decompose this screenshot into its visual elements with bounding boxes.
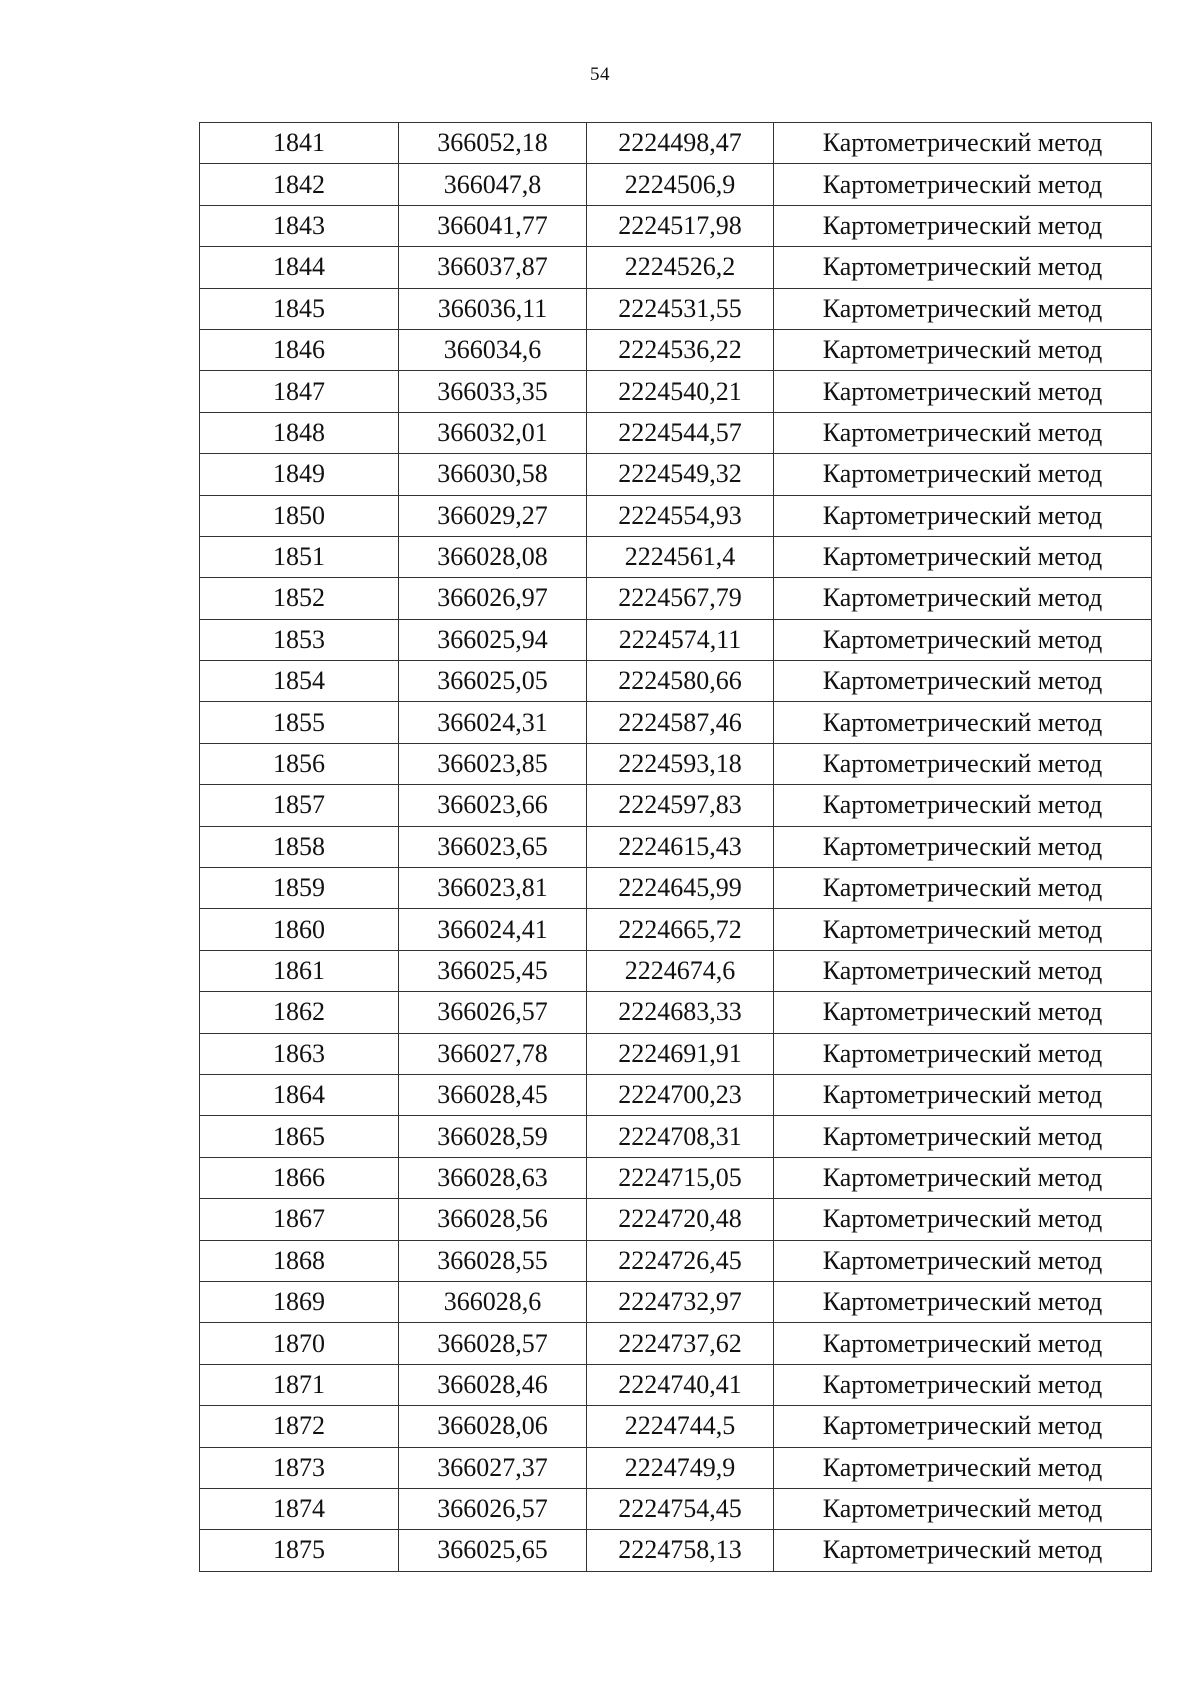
y-coordinate-cell: 2224536,22 bbox=[587, 329, 774, 370]
point-number-cell: 1859 bbox=[200, 868, 399, 909]
method-cell: Картометрический метод bbox=[774, 247, 1152, 288]
method-cell: Картометрический метод bbox=[774, 1488, 1152, 1529]
point-number-cell: 1860 bbox=[200, 909, 399, 950]
point-number-cell: 1846 bbox=[200, 329, 399, 370]
table-row bbox=[200, 1281, 1152, 1322]
point-number-cell: 1847 bbox=[200, 371, 399, 412]
coordinates-table-body bbox=[200, 123, 1152, 1572]
x-coordinate-cell: 366025,45 bbox=[399, 950, 587, 991]
table-row bbox=[200, 578, 1152, 619]
table-row bbox=[200, 1447, 1152, 1488]
table-row bbox=[200, 1364, 1152, 1405]
point-number-cell: 1864 bbox=[200, 1074, 399, 1115]
method-cell: Картометрический метод bbox=[774, 412, 1152, 453]
table-row bbox=[200, 950, 1152, 991]
point-number-cell: 1857 bbox=[200, 785, 399, 826]
method-cell: Картометрический метод bbox=[774, 1530, 1152, 1571]
x-coordinate-cell: 366027,78 bbox=[399, 1033, 587, 1074]
point-number-cell: 1854 bbox=[200, 661, 399, 702]
x-coordinate-cell: 366023,66 bbox=[399, 785, 587, 826]
x-coordinate-cell: 366028,63 bbox=[399, 1157, 587, 1198]
point-number-cell: 1873 bbox=[200, 1447, 399, 1488]
y-coordinate-cell: 2224544,57 bbox=[587, 412, 774, 453]
x-coordinate-cell: 366028,56 bbox=[399, 1199, 587, 1240]
method-cell: Картометрический метод bbox=[774, 454, 1152, 495]
point-number-cell: 1853 bbox=[200, 619, 399, 660]
x-coordinate-cell: 366030,58 bbox=[399, 454, 587, 495]
point-number-cell: 1871 bbox=[200, 1364, 399, 1405]
method-cell: Картометрический метод bbox=[774, 371, 1152, 412]
y-coordinate-cell: 2224683,33 bbox=[587, 992, 774, 1033]
method-cell: Картометрический метод bbox=[774, 868, 1152, 909]
point-number-cell: 1849 bbox=[200, 454, 399, 495]
point-number-cell: 1851 bbox=[200, 536, 399, 577]
point-number-cell: 1850 bbox=[200, 495, 399, 536]
y-coordinate-cell: 2224580,66 bbox=[587, 661, 774, 702]
method-cell: Картометрический метод bbox=[774, 909, 1152, 950]
table-row bbox=[200, 1530, 1152, 1571]
y-coordinate-cell: 2224645,99 bbox=[587, 868, 774, 909]
y-coordinate-cell: 2224506,9 bbox=[587, 164, 774, 205]
point-number-cell: 1866 bbox=[200, 1157, 399, 1198]
method-cell: Картометрический метод bbox=[774, 536, 1152, 577]
table-row bbox=[200, 785, 1152, 826]
method-cell: Картометрический метод bbox=[774, 743, 1152, 784]
table-row bbox=[200, 1116, 1152, 1157]
y-coordinate-cell: 2224758,13 bbox=[587, 1530, 774, 1571]
x-coordinate-cell: 366026,97 bbox=[399, 578, 587, 619]
table-row bbox=[200, 1323, 1152, 1364]
point-number-cell: 1875 bbox=[200, 1530, 399, 1571]
x-coordinate-cell: 366047,8 bbox=[399, 164, 587, 205]
point-number-cell: 1841 bbox=[200, 123, 399, 164]
table-row bbox=[200, 826, 1152, 867]
x-coordinate-cell: 366028,59 bbox=[399, 1116, 587, 1157]
point-number-cell: 1865 bbox=[200, 1116, 399, 1157]
method-cell: Картометрический метод bbox=[774, 1157, 1152, 1198]
point-number-cell: 1872 bbox=[200, 1406, 399, 1447]
table-row bbox=[200, 661, 1152, 702]
table-row bbox=[200, 1199, 1152, 1240]
table-row bbox=[200, 454, 1152, 495]
table-row bbox=[200, 371, 1152, 412]
y-coordinate-cell: 2224517,98 bbox=[587, 205, 774, 246]
point-number-cell: 1843 bbox=[200, 205, 399, 246]
y-coordinate-cell: 2224754,45 bbox=[587, 1488, 774, 1529]
table-row bbox=[200, 205, 1152, 246]
table-row bbox=[200, 329, 1152, 370]
x-coordinate-cell: 366027,37 bbox=[399, 1447, 587, 1488]
x-coordinate-cell: 366028,6 bbox=[399, 1281, 587, 1322]
x-coordinate-cell: 366052,18 bbox=[399, 123, 587, 164]
y-coordinate-cell: 2224574,11 bbox=[587, 619, 774, 660]
x-coordinate-cell: 366028,55 bbox=[399, 1240, 587, 1281]
point-number-cell: 1869 bbox=[200, 1281, 399, 1322]
method-cell: Картометрический метод bbox=[774, 578, 1152, 619]
y-coordinate-cell: 2224691,91 bbox=[587, 1033, 774, 1074]
method-cell: Картометрический метод bbox=[774, 1199, 1152, 1240]
y-coordinate-cell: 2224531,55 bbox=[587, 288, 774, 329]
x-coordinate-cell: 366023,81 bbox=[399, 868, 587, 909]
method-cell: Картометрический метод bbox=[774, 1323, 1152, 1364]
table-row bbox=[200, 992, 1152, 1033]
table-row bbox=[200, 1033, 1152, 1074]
x-coordinate-cell: 366028,57 bbox=[399, 1323, 587, 1364]
method-cell: Картометрический метод bbox=[774, 950, 1152, 991]
x-coordinate-cell: 366024,31 bbox=[399, 702, 587, 743]
point-number-cell: 1862 bbox=[200, 992, 399, 1033]
x-coordinate-cell: 366025,65 bbox=[399, 1530, 587, 1571]
y-coordinate-cell: 2224549,32 bbox=[587, 454, 774, 495]
y-coordinate-cell: 2224708,31 bbox=[587, 1116, 774, 1157]
table-row bbox=[200, 412, 1152, 453]
method-cell: Картометрический метод bbox=[774, 785, 1152, 826]
point-number-cell: 1870 bbox=[200, 1323, 399, 1364]
method-cell: Картометрический метод bbox=[774, 164, 1152, 205]
x-coordinate-cell: 366028,08 bbox=[399, 536, 587, 577]
x-coordinate-cell: 366032,01 bbox=[399, 412, 587, 453]
y-coordinate-cell: 2224597,83 bbox=[587, 785, 774, 826]
method-cell: Картометрический метод bbox=[774, 123, 1152, 164]
table-row bbox=[200, 1240, 1152, 1281]
table-row bbox=[200, 123, 1152, 164]
y-coordinate-cell: 2224540,21 bbox=[587, 371, 774, 412]
x-coordinate-cell: 366023,65 bbox=[399, 826, 587, 867]
x-coordinate-cell: 366024,41 bbox=[399, 909, 587, 950]
x-coordinate-cell: 366034,6 bbox=[399, 329, 587, 370]
point-number-cell: 1874 bbox=[200, 1488, 399, 1529]
method-cell: Картометрический метод bbox=[774, 1364, 1152, 1405]
x-coordinate-cell: 366025,94 bbox=[399, 619, 587, 660]
method-cell: Картометрический метод bbox=[774, 1406, 1152, 1447]
method-cell: Картометрический метод bbox=[774, 992, 1152, 1033]
method-cell: Картометрический метод bbox=[774, 1281, 1152, 1322]
table-row bbox=[200, 743, 1152, 784]
x-coordinate-cell: 366041,77 bbox=[399, 205, 587, 246]
y-coordinate-cell: 2224554,93 bbox=[587, 495, 774, 536]
y-coordinate-cell: 2224740,41 bbox=[587, 1364, 774, 1405]
table-row bbox=[200, 1074, 1152, 1115]
method-cell: Картометрический метод bbox=[774, 1074, 1152, 1115]
point-number-cell: 1852 bbox=[200, 578, 399, 619]
method-cell: Картометрический метод bbox=[774, 619, 1152, 660]
method-cell: Картометрический метод bbox=[774, 329, 1152, 370]
point-number-cell: 1848 bbox=[200, 412, 399, 453]
point-number-cell: 1856 bbox=[200, 743, 399, 784]
x-coordinate-cell: 366029,27 bbox=[399, 495, 587, 536]
point-number-cell: 1844 bbox=[200, 247, 399, 288]
method-cell: Картометрический метод bbox=[774, 661, 1152, 702]
y-coordinate-cell: 2224615,43 bbox=[587, 826, 774, 867]
y-coordinate-cell: 2224732,97 bbox=[587, 1281, 774, 1322]
table-row bbox=[200, 909, 1152, 950]
y-coordinate-cell: 2224567,79 bbox=[587, 578, 774, 619]
y-coordinate-cell: 2224726,45 bbox=[587, 1240, 774, 1281]
x-coordinate-cell: 366026,57 bbox=[399, 992, 587, 1033]
x-coordinate-cell: 366037,87 bbox=[399, 247, 587, 288]
point-number-cell: 1842 bbox=[200, 164, 399, 205]
x-coordinate-cell: 366023,85 bbox=[399, 743, 587, 784]
x-coordinate-cell: 366026,57 bbox=[399, 1488, 587, 1529]
table-row bbox=[200, 868, 1152, 909]
y-coordinate-cell: 2224587,46 bbox=[587, 702, 774, 743]
point-number-cell: 1855 bbox=[200, 702, 399, 743]
method-cell: Картометрический метод bbox=[774, 1447, 1152, 1488]
x-coordinate-cell: 366028,46 bbox=[399, 1364, 587, 1405]
table-row bbox=[200, 536, 1152, 577]
table-row bbox=[200, 495, 1152, 536]
table-row bbox=[200, 1488, 1152, 1529]
y-coordinate-cell: 2224700,23 bbox=[587, 1074, 774, 1115]
point-number-cell: 1867 bbox=[200, 1199, 399, 1240]
table-row bbox=[200, 247, 1152, 288]
y-coordinate-cell: 2224720,48 bbox=[587, 1199, 774, 1240]
point-number-cell: 1861 bbox=[200, 950, 399, 991]
method-cell: Картометрический метод bbox=[774, 1240, 1152, 1281]
method-cell: Картометрический метод bbox=[774, 205, 1152, 246]
point-number-cell: 1845 bbox=[200, 288, 399, 329]
method-cell: Картометрический метод bbox=[774, 1116, 1152, 1157]
table-row bbox=[200, 1157, 1152, 1198]
table-row bbox=[200, 164, 1152, 205]
table-row bbox=[200, 619, 1152, 660]
y-coordinate-cell: 2224593,18 bbox=[587, 743, 774, 784]
y-coordinate-cell: 2224561,4 bbox=[587, 536, 774, 577]
x-coordinate-cell: 366025,05 bbox=[399, 661, 587, 702]
y-coordinate-cell: 2224498,47 bbox=[587, 123, 774, 164]
coordinates-table bbox=[199, 122, 1152, 1572]
point-number-cell: 1868 bbox=[200, 1240, 399, 1281]
point-number-cell: 1858 bbox=[200, 826, 399, 867]
table-row bbox=[200, 288, 1152, 329]
table-row bbox=[200, 1406, 1152, 1447]
y-coordinate-cell: 2224737,62 bbox=[587, 1323, 774, 1364]
x-coordinate-cell: 366028,06 bbox=[399, 1406, 587, 1447]
table-row bbox=[200, 702, 1152, 743]
method-cell: Картометрический метод bbox=[774, 1033, 1152, 1074]
y-coordinate-cell: 2224715,05 bbox=[587, 1157, 774, 1198]
x-coordinate-cell: 366036,11 bbox=[399, 288, 587, 329]
x-coordinate-cell: 366028,45 bbox=[399, 1074, 587, 1115]
page-number: 54 bbox=[590, 64, 610, 85]
x-coordinate-cell: 366033,35 bbox=[399, 371, 587, 412]
y-coordinate-cell: 2224744,5 bbox=[587, 1406, 774, 1447]
y-coordinate-cell: 2224749,9 bbox=[587, 1447, 774, 1488]
y-coordinate-cell: 2224674,6 bbox=[587, 950, 774, 991]
method-cell: Картометрический метод bbox=[774, 702, 1152, 743]
y-coordinate-cell: 2224665,72 bbox=[587, 909, 774, 950]
method-cell: Картометрический метод bbox=[774, 826, 1152, 867]
method-cell: Картометрический метод bbox=[774, 495, 1152, 536]
method-cell: Картометрический метод bbox=[774, 288, 1152, 329]
point-number-cell: 1863 bbox=[200, 1033, 399, 1074]
y-coordinate-cell: 2224526,2 bbox=[587, 247, 774, 288]
